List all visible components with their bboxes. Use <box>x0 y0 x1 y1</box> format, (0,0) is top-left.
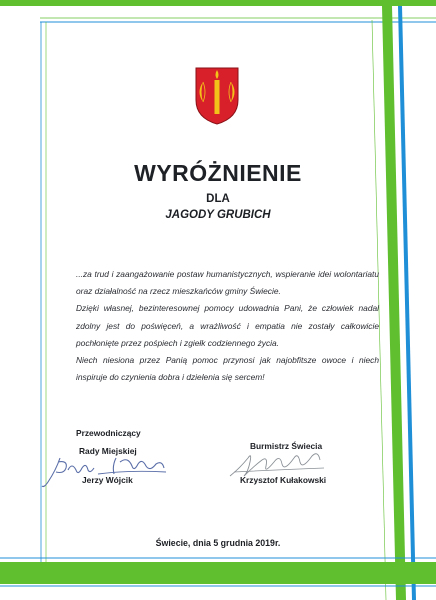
right-signatory-name: Krzysztof Kułakowski <box>240 475 327 485</box>
body-paragraph: Dzięki własnej, bezinteresownej pomocy udowadnia Pani, że człowiek nadal zdolny jest do poświęceń, a wrażliwość i empatia nie zostały całkowicie pochłonięte przez pośpiech i zgiełk codziennego życia. <box>76 303 379 348</box>
left-signatory-role-1: Przewodniczący <box>76 428 141 438</box>
certificate-body <box>76 266 379 386</box>
left-signatory-name: Jerzy Wójcik <box>82 475 133 485</box>
body-paragraph: Niech niesiona przez Panią pomoc przynosi jak najobfitsze owoce i niech inspiruje do czynienia dobra i dzielenia się sercem! <box>76 355 379 383</box>
left-signatory-role-2: Rady Miejskiej <box>79 446 137 456</box>
recipient-name: JAGODY GRUBICH <box>165 209 271 221</box>
certificate-title: WYRÓŻNIENIE <box>134 160 302 186</box>
left-signature-icon <box>38 452 170 492</box>
coat-of-arms-icon <box>194 66 240 126</box>
body-paragraph: ...za trud i zaangażowanie postaw humanistycznych, wspieranie idei wolontariatu oraz działalność na rzecz mieszkańców gminy Świecie. <box>76 269 379 297</box>
place-and-date: Świecie, dnia 5 grudnia 2019r. <box>155 538 281 548</box>
right-signatory-role: Burmistrz Świecia <box>250 441 323 451</box>
certificate-subtitle: DLA <box>206 193 230 205</box>
